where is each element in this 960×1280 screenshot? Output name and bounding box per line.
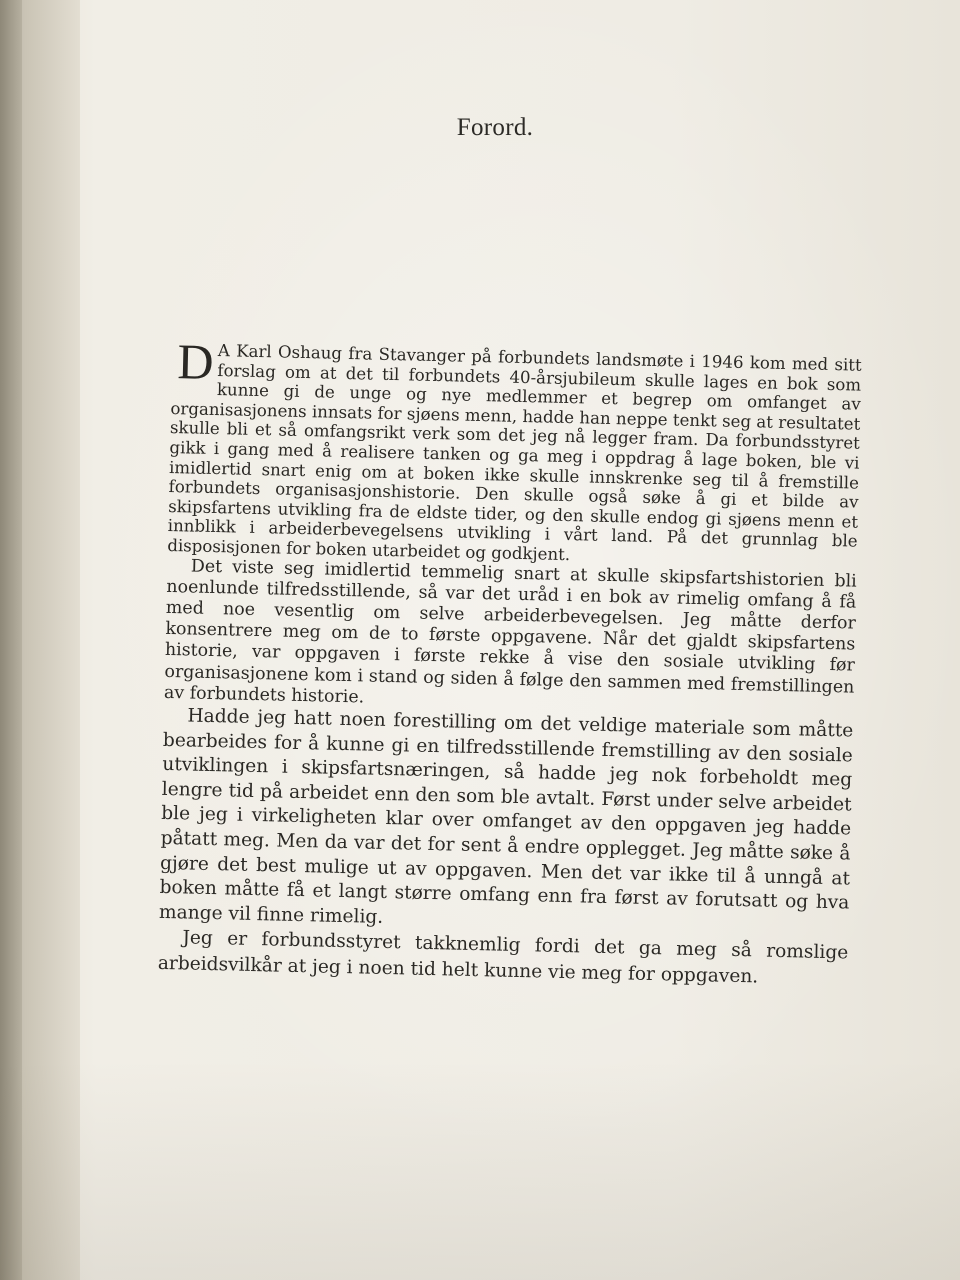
- drop-cap: D: [176, 333, 215, 390]
- page-shadow: [0, 1060, 960, 1280]
- paragraph-1-text: A Karl Oshaug fra Stavanger på forbundets landsmøte i 1946 kom med sitt forslag om at det til forbundets 40-årsjubileum skulle lages en bok som kunne gi de unge og nye medlemmer et begrep om omfanget av organisasjonens innsats for sjøens menn, hadde han neppe tenkt seg at resultatet skulle bli et så omfangsrikt verk som det jeg nå legger fram. Da forbundsstyret gikk i gang med å realisere tanken og ga meg i oppdrag å lage boken, ble vi imidlertid snart enig om at boken ikke skulle innskrenke seg til å fremstille forbundets organisasjonshistorie. Den skulle også søke å gi et bilde av skipsfartens utvikling fra de eldste tider, og den skulle endog gi sjøens menn et innblikk i arbeiderbevegelsens utvikling i vårt land. På det grunnlag ble disposisjonen for boken utarbeidet og godkjent.: [167, 341, 862, 565]
- paragraph-2: Det viste seg imidlertid temmelig snart at skulle skipsfartshistorien bli noenlunde tilfredsstillende, så var det uråd i en bok av rimelig omfang å få med noe vesentlig om selve arbeiderbevegelsen. Jeg måtte derfor konsentrere meg om de to første oppgavene. Når det gjaldt skipsfartens historie, var oppgaven i første rekke å vise den sosiale utvikling før organisasjonene kom i stand og siden å følge den sammen med fremstillingen av forbundets historie.: [163, 556, 857, 708]
- paragraph-1: [167, 333, 862, 571]
- body-text: [157, 333, 862, 993]
- paragraph-4: Jeg er forbundsstyret takknemlig fordi det ga meg så romslige arbeidsvilkår at jeg i noen tid helt kunne vie meg for oppgaven.: [157, 927, 849, 988]
- paragraph-3: Hadde jeg hatt noen forestilling om det veldige materiale som måtte bearbeides for å kunne gi en tilfredsstillende fremstilling av den sosiale utviklingen i skipsfartsnæringen, så hadde jeg nok forbeholdt meg lengre tid på arbeidet enn den som ble avtalt. Først under selve arbeidet ble jeg i virkeligheten klar over omfanget av den oppgaven jeg hadde påtatt meg. Men da var det for sent å endre opplegget. Jeg måtte søke å gjøre det best mulige ut av oppgaven. Men det var ikke til å unngå at boken måtte få et langt større omfang enn fra først av forutsatt og hva mange vil finne rimelig.: [158, 705, 854, 928]
- page-title: Forord.: [456, 114, 534, 141]
